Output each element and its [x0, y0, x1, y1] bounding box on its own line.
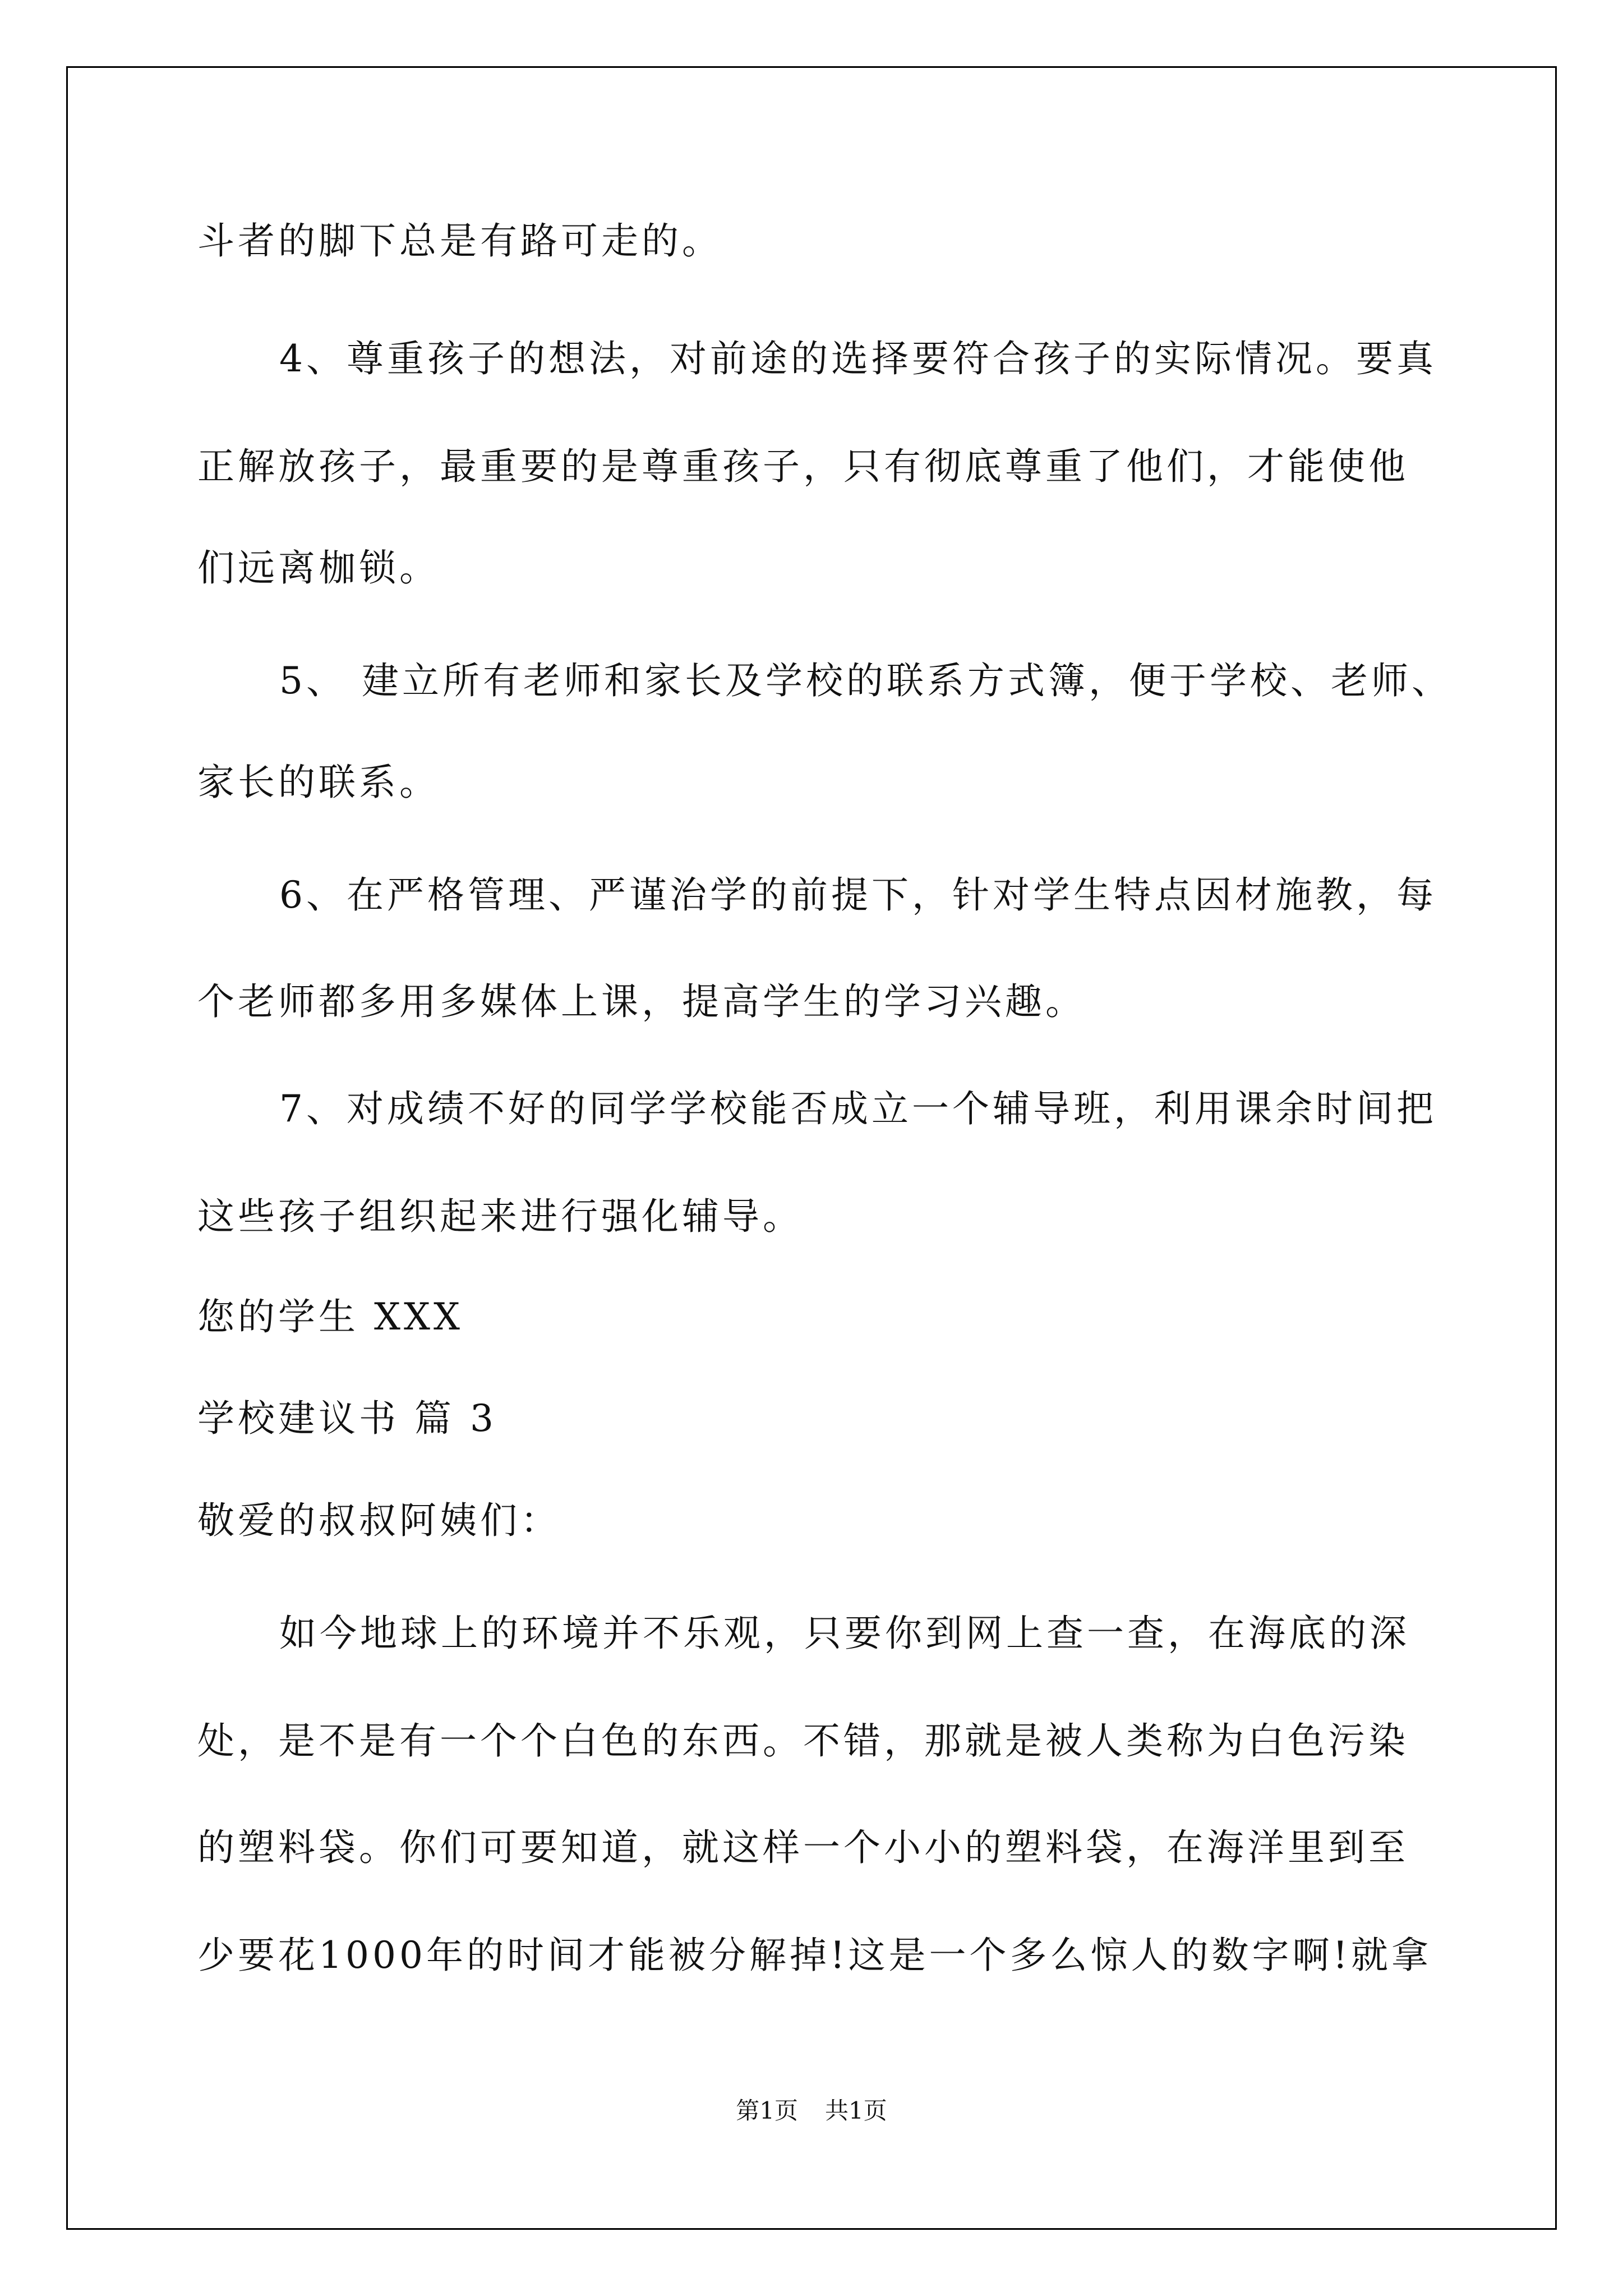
body-line: 6、在严格管理、严谨治学的前提下，针对学生特点因材施教，每 — [279, 873, 1437, 917]
body-line: 少要花1000年的时间才能被分解掉!这是一个多么惊人的数字啊!就拿 — [197, 1934, 1432, 1977]
salutation: 敬爱的叔叔阿姨们： — [197, 1499, 561, 1542]
page-total: 共1页 — [825, 2097, 887, 2124]
body-line: 的塑料袋。你们可要知道，就这样一个小小的塑料袋，在海洋里到至 — [197, 1826, 1409, 1869]
page-border — [66, 66, 1557, 2230]
signature-line: 您的学生 XXX — [197, 1295, 463, 1338]
body-line: 这些孩子组织起来进行强化辅导。 — [197, 1195, 803, 1238]
body-line: 家长的联系。 — [197, 761, 440, 804]
body-line: 5、 建立所有老师和家长及学校的联系方式簿，便于学校、老师、 — [279, 659, 1452, 702]
section-heading: 学校建议书 篇 3 — [197, 1397, 497, 1440]
body-line: 个老师都多用多媒体上课，提高学生的学习兴趣。 — [197, 980, 1086, 1023]
body-line: 斗者的脚下总是有路可走的。 — [197, 219, 722, 263]
body-line: 4、尊重孩子的想法，对前途的选择要符合孩子的实际情况。要真 — [279, 337, 1437, 380]
page-footer — [0, 2095, 1623, 2127]
body-line: 7、对成绩不好的同学学校能否成立一个辅导班，利用课余时间把 — [279, 1087, 1437, 1130]
body-line: 如今地球上的环境并不乐观，只要你到网上查一查，在海底的深 — [279, 1612, 1410, 1655]
body-line: 们远离枷锁。 — [197, 546, 440, 590]
page-number: 第1页 — [736, 2097, 798, 2124]
body-line: 处，是不是有一个个白色的东西。不错，那就是被人类称为白色污染 — [197, 1719, 1409, 1763]
body-line: 正解放孩子，最重要的是尊重孩子，只有彻底尊重了他们，才能使他 — [197, 445, 1409, 488]
